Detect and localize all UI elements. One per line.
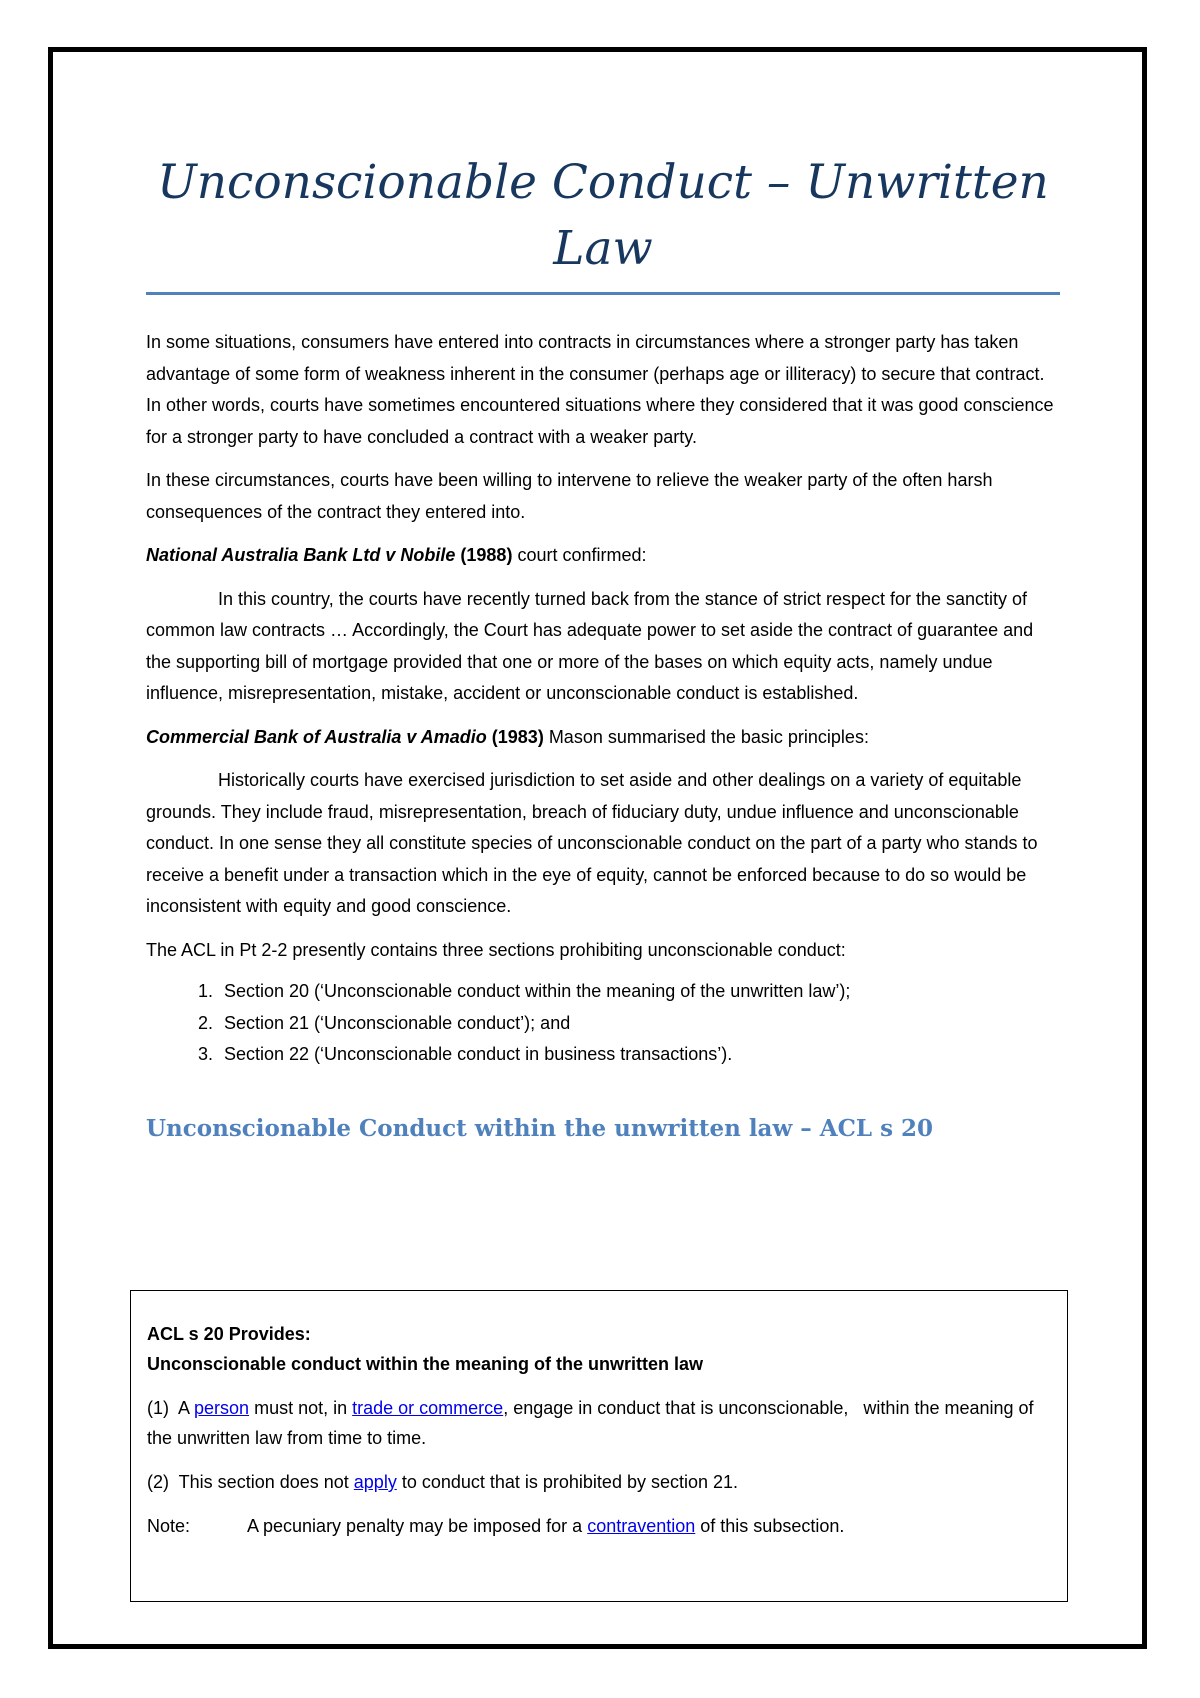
subsection-text: A [169, 1398, 195, 1418]
case-heading-text: Mason summarised the basic principles: [543, 726, 869, 747]
document-body [146, 150, 1060, 1145]
subsection-text: to conduct that is prohibited by section 21. [396, 1472, 739, 1492]
case-amadio-quote: Historically courts have exercised jurisdiction to set aside and other dealings on a variety of equitable grounds. They include fraud, misrepresentation, breach of fiduciary duty, undue influence and unconscionable conduct. In one sense they all constitute species of unconscionable conduct on the part of a party who stands to receive a benefit under a transaction which in the eye of equity, cannot be enforced because to do so would be inconsistent with equity and good conscience. [146, 770, 1038, 916]
list-item: 1. Section 20 (‘Unconscionable conduct within the meaning of the unwritten law’); [218, 976, 1060, 1008]
person-link[interactable]: person [194, 1398, 250, 1418]
case-name: National Australia Bank Ltd v Nobile [146, 545, 456, 565]
subsection-text: , engage in conduct that is unconscionable, within the meaning of the unwritten law from time to time. [147, 1398, 1039, 1448]
note-text: A pecuniary penalty may be imposed for a [247, 1516, 588, 1536]
contravention-link[interactable]: contravention [587, 1516, 696, 1536]
case-amadio-heading [146, 722, 1060, 754]
box-title: ACL s 20 Provides: [147, 1324, 311, 1344]
acl-s20-box [130, 1290, 1068, 1602]
subsection-2 [147, 1467, 1051, 1497]
trade-or-commerce-link[interactable]: trade or commerce [352, 1398, 504, 1418]
note-label: Note: [147, 1516, 191, 1536]
subsection-1 [147, 1393, 1051, 1453]
sections-list [146, 976, 1060, 1071]
case-heading-text: court confirmed: [512, 545, 647, 565]
case-year: (1983) [491, 726, 544, 747]
case-nobile-heading [146, 540, 1060, 572]
case-nobile-quote: In this country, the courts have recently turned back from the stance of strict respect for the sanctity of common law contracts … Accordingly, the Court has adequate power to set aside the contract of guarantee and the supporting bill of mortgage provided that one or more of the bases on which equity acts, namely undue influence, misrepresentation, mistake, accident or unconscionable conduct is established. [146, 588, 1034, 703]
circumstances-paragraph: In these circumstances, courts have been willing to intervene to relieve the weaker party of the often harsh consequences of the contract they entered into. [146, 470, 993, 522]
note-text: of this subsection. [695, 1516, 845, 1536]
subsection-number: (2) [147, 1472, 169, 1492]
case-year: (1988) [460, 545, 513, 565]
acl-intro-paragraph: The ACL in Pt 2-2 presently contains three sections prohibiting unconscionable conduct: [146, 939, 846, 960]
subsection-text: must not, in [249, 1398, 353, 1418]
page-title: Unconscionable Conduct – Unwritten Law [157, 155, 1049, 276]
list-item: 2. Section 21 (‘Unconscionable conduct’); and [218, 1008, 1060, 1040]
intro-paragraph: In some situations, consumers have entered into contracts in circumstances where a stronger party has taken advantage of some form of weakness inherent in the consumer (perhaps age or illiteracy) to secure that contract. In other words, courts have sometimes encountered situations where they considered that it was good conscience for a stronger party to have concluded a contract with a weaker party. [146, 332, 1054, 447]
title-underline [146, 292, 1060, 295]
box-subtitle: Unconscionable conduct within the meaning of the unwritten law [147, 1354, 704, 1374]
case-name: Commercial Bank of Australia v Amadio [146, 726, 487, 747]
apply-link[interactable]: apply [353, 1472, 397, 1492]
subsection-text: This section does not [169, 1472, 354, 1492]
section-heading: Unconscionable Conduct within the unwritten law – ACL s 20 [146, 1114, 934, 1142]
list-item: 3. Section 22 (‘Unconscionable conduct in business transactions’). [218, 1039, 1060, 1071]
subsection-number: (1) [147, 1398, 169, 1418]
note [147, 1511, 1051, 1541]
